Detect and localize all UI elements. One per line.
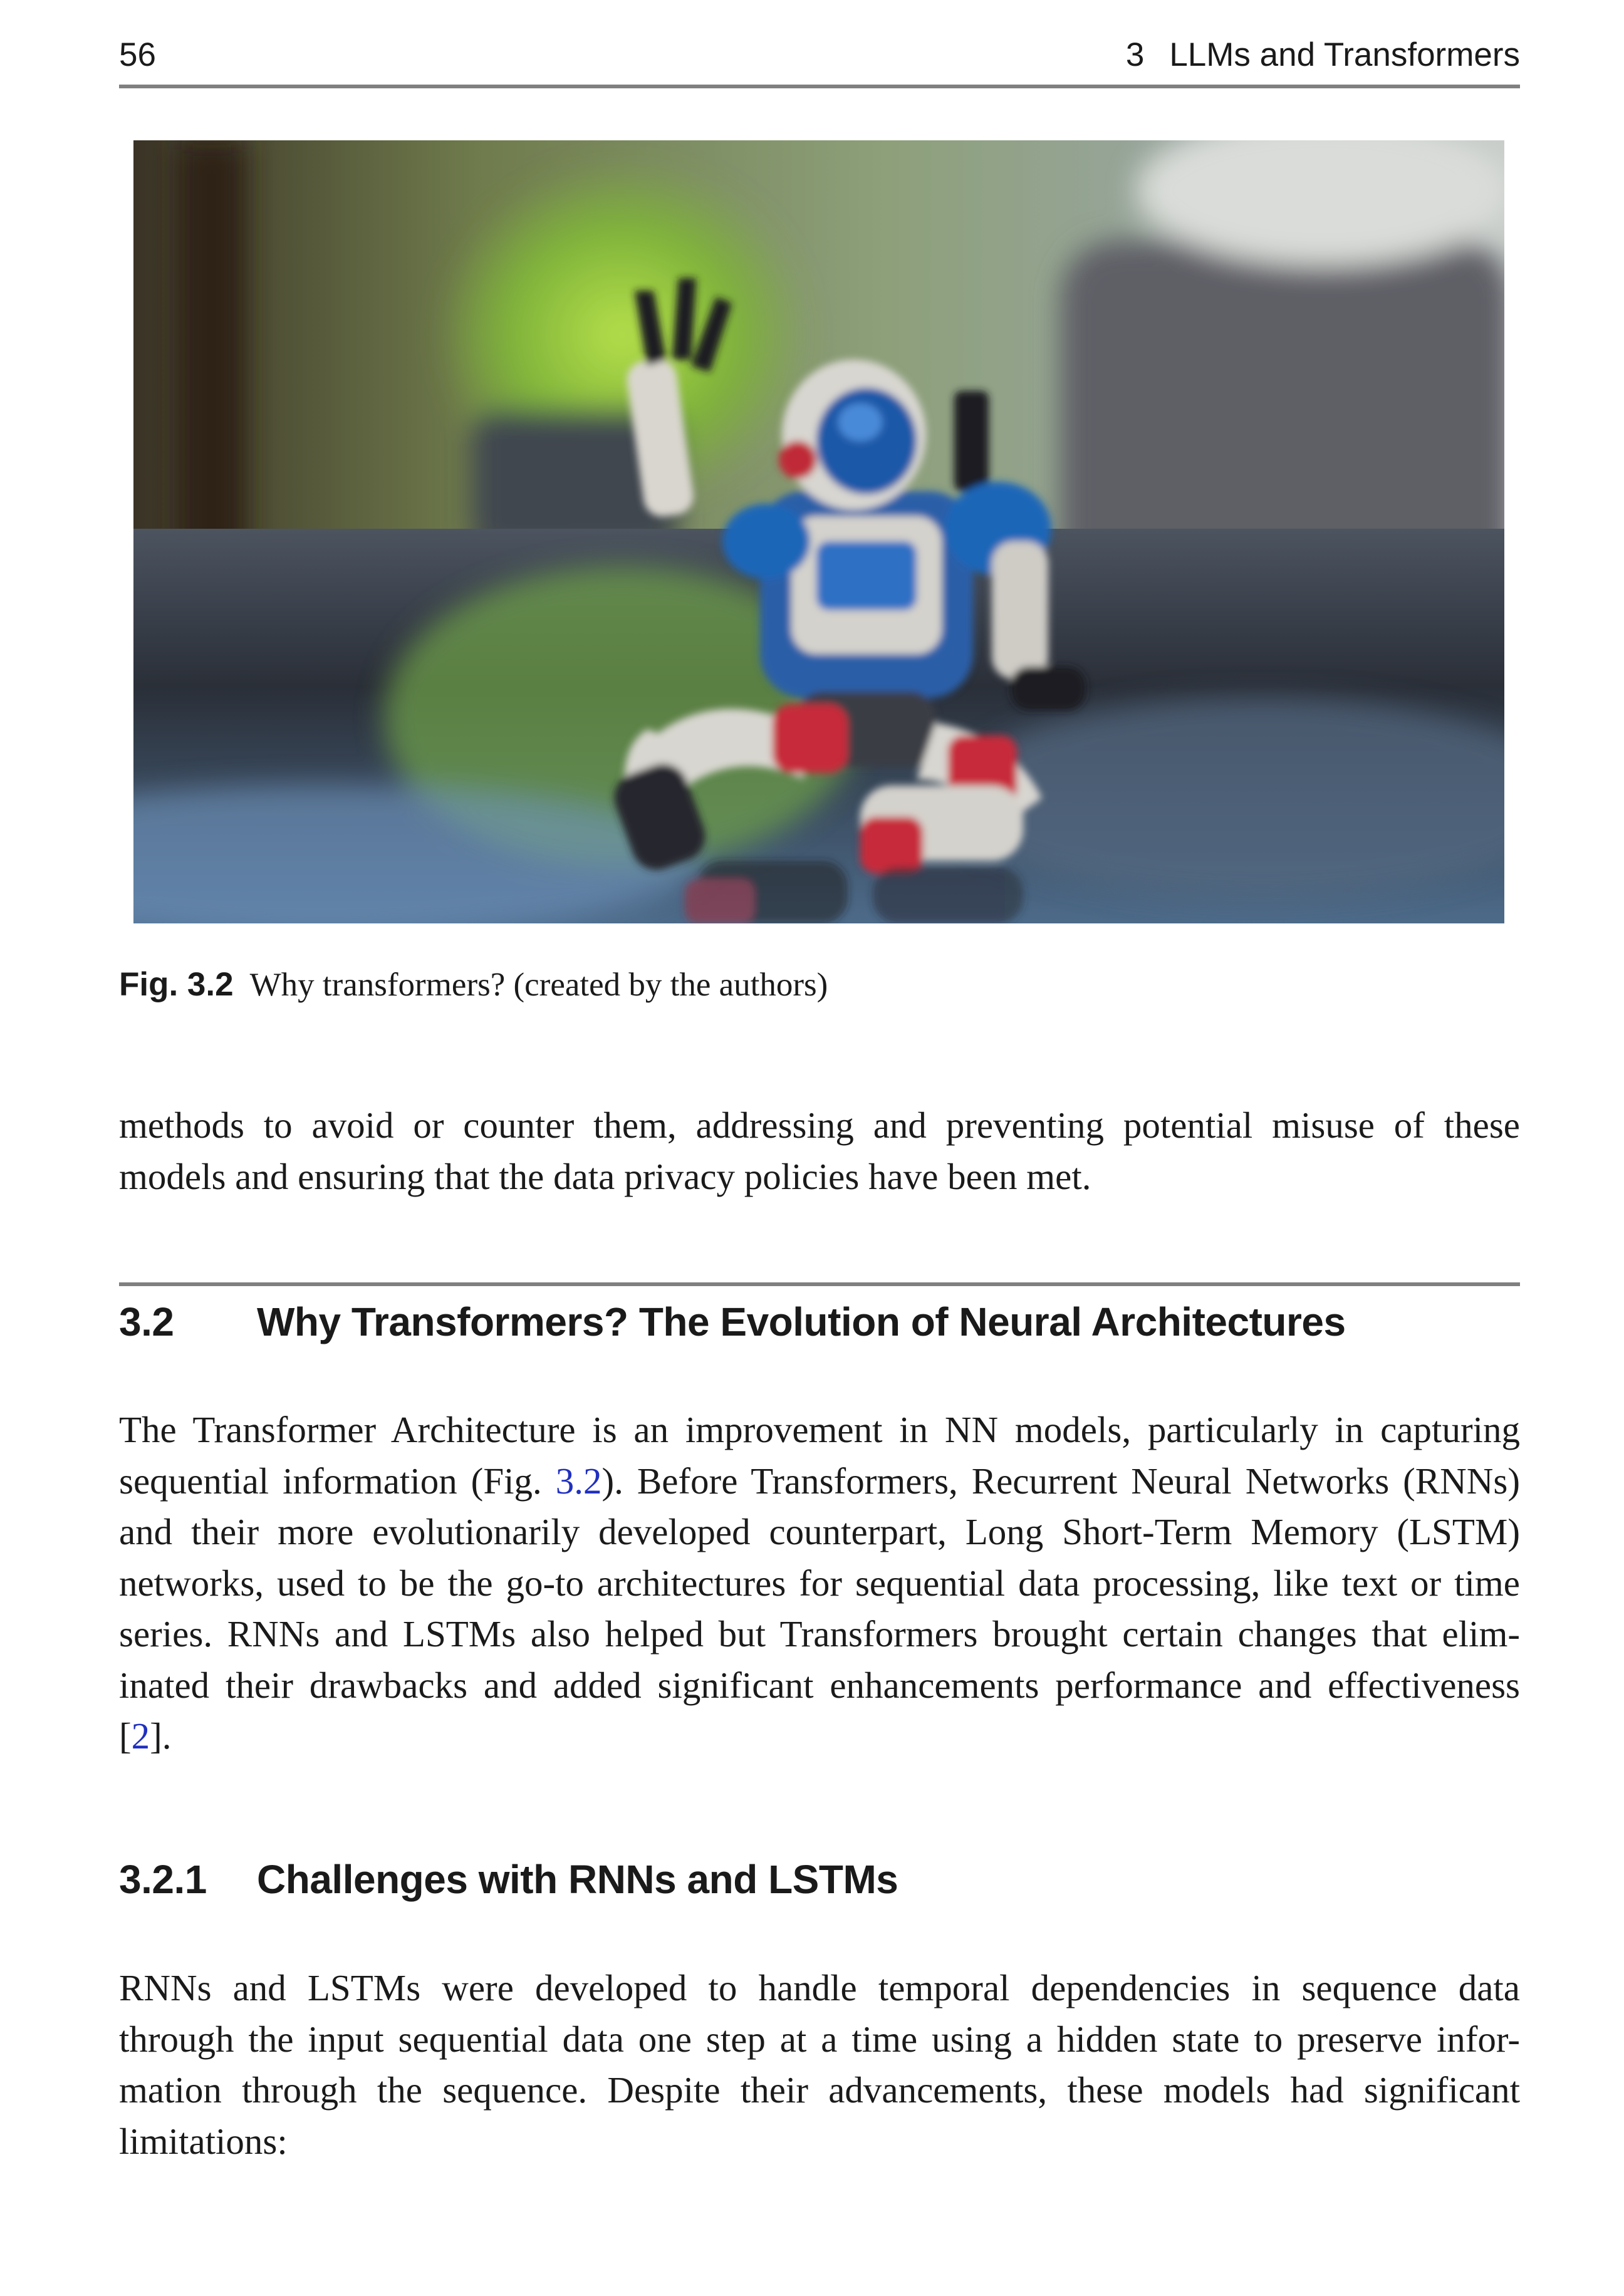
line-text: ). Before Transformers, Recurrent Neural Networks (RNNs) [601,1460,1520,1502]
paragraph-line: networks, used to be the go-to architectures for sequential data processing, like text or time [119,1562,1520,1604]
paragraph-line: and their more evolutionarily developed counterpart, Long Short-Term Memory (LSTM) [119,1511,1520,1552]
paragraph-line: series. RNNs and LSTMs also helped but Transformers brought certain changes that elim- [119,1613,1520,1654]
robot-figurine-photo-icon [133,140,1504,923]
subsection-number: 3.2.1 [119,1857,207,1902]
citation-link[interactable]: 2 [131,1715,150,1757]
figure-caption [119,962,1520,1008]
paragraph-line: methods to avoid or counter them, addressing and preventing potential misuse of these [119,1104,1520,1146]
paragraph-line: models and ensuring that the data privacy policies have been met. [119,1155,1091,1197]
section-title: Why Transformers? The Evolution of Neural Architectures [257,1299,1346,1344]
paragraph-continuation [119,1100,1520,1202]
paragraph-line: mation through the sequence. Despite their advancements, these models had significant [119,2069,1520,2111]
running-head [1126,33,1520,78]
paragraph-line: limitations: [119,2120,288,2162]
line-text: ]. [150,1715,172,1757]
chapter-title: LLMs and Transformers [1169,36,1520,73]
paragraph-rnn-challenges [119,1963,1520,2167]
chapter-number: 3 [1125,36,1145,73]
paragraph-line: through the input sequential data one step at a time using a hidden state to preserve infor- [119,2018,1520,2060]
paragraph-line [119,1711,1520,1762]
paragraph-line: The Transformer Architecture is an improvement in NN models, particularly in capturing [119,1409,1520,1450]
figure-caption-text: Why transformers? (created by the authors) [249,967,828,1003]
line-text: sequential information (Fig. [119,1460,556,1502]
header-rule [119,85,1520,88]
subsection-heading [119,1853,898,1906]
section-heading [119,1296,1346,1348]
figure-reference-link[interactable]: 3.2 [555,1460,602,1502]
page-number: 56 [119,36,156,73]
section-rule [119,1282,1520,1286]
paragraph-line [119,1456,1520,1507]
paragraph-transformer-architecture [119,1405,1520,1762]
subsection-title: Challenges with RNNs and LSTMs [257,1857,898,1902]
section-number: 3.2 [119,1299,174,1344]
paragraph-line: inated their drawbacks and added significant enhancements performance and effectiveness [119,1664,1520,1706]
paragraph-line: RNNs and LSTMs were developed to handle temporal dependencies in sequence data [119,1967,1520,2008]
figure-image [133,140,1504,923]
figure-label: Fig. 3.2 [119,966,234,1003]
running-header [119,33,1520,78]
line-text: [ [119,1715,132,1757]
